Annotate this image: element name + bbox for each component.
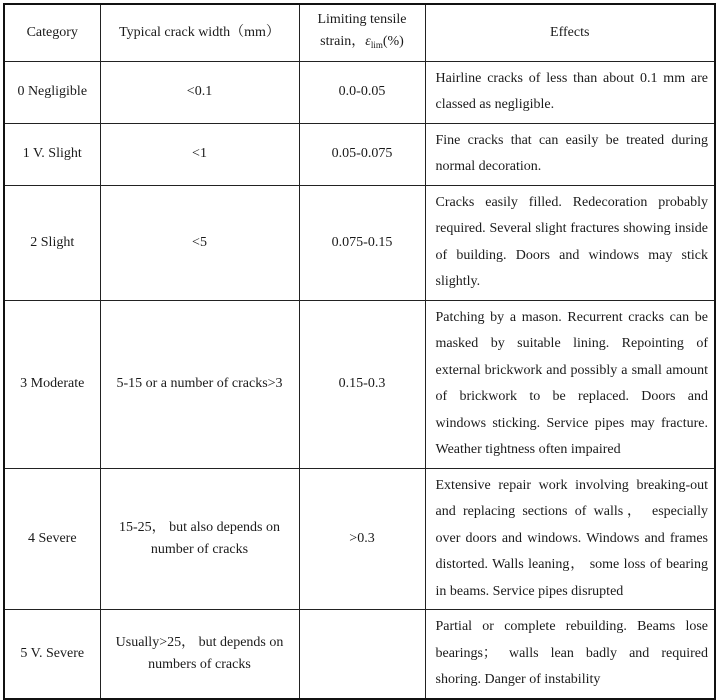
cell-effects: Partial or complete rebuilding. Beams lose bearings； walls lean badly and required shoring. Danger of instability bbox=[425, 610, 715, 699]
table-row bbox=[4, 468, 715, 610]
cell-effects: Hairline cracks of less than about 0.1 mm are classed as negligible. bbox=[425, 61, 715, 123]
table-row bbox=[4, 610, 715, 699]
cell-strain: 0.0-0.05 bbox=[299, 61, 425, 123]
damage-classification-table bbox=[3, 3, 716, 700]
header-category: Category bbox=[4, 4, 100, 61]
header-strain-unit: (%) bbox=[382, 34, 404, 50]
cell-strain: 0.05-0.075 bbox=[299, 123, 425, 185]
cell-crack-width: <1 bbox=[100, 123, 299, 185]
cell-effects: Cracks easily filled. Redecoration probably required. Several slight fractures showing inside of building. Doors and windows may stick slightly. bbox=[425, 185, 715, 300]
cell-strain: 0.075-0.15 bbox=[299, 185, 425, 300]
epsilon-symbol: ε bbox=[365, 34, 371, 50]
header-strain-line1: Limiting tensile bbox=[317, 12, 407, 28]
table-row bbox=[4, 185, 715, 300]
cell-crack-width: 5-15 or a number of cracks>3 bbox=[100, 300, 299, 468]
cell-effects: Extensive repair work involving breaking-out and replacing sections of walls， especially over doors and windows. Windows and frames distorted. Walls leaning， some loss of bearing in beams. Service pipes disrupted bbox=[425, 468, 715, 610]
table-body bbox=[4, 61, 715, 699]
table-row bbox=[4, 123, 715, 185]
cell-strain: 0.15-0.3 bbox=[299, 300, 425, 468]
cell-strain bbox=[299, 610, 425, 699]
cell-category: 3 Moderate bbox=[4, 300, 100, 468]
header-limiting-strain bbox=[299, 4, 425, 61]
table-header-row bbox=[4, 4, 715, 61]
cell-crack-width: Usually>25， but depends on numbers of cracks bbox=[100, 610, 299, 699]
cell-crack-width: 15-25， but also depends on number of cracks bbox=[100, 468, 299, 610]
cell-category: 1 V. Slight bbox=[4, 123, 100, 185]
header-strain-prefix: strain， bbox=[320, 34, 366, 50]
cell-strain: >0.3 bbox=[299, 468, 425, 610]
cell-category: 0 Negligible bbox=[4, 61, 100, 123]
cell-effects: Patching by a mason. Recurrent cracks can be masked by suitable lining. Repointing of external brickwork and possibly a small amount of brickwork to be replaced. Doors and windows sticking. Service pipes may fracture. Weather tightness often impaired bbox=[425, 300, 715, 468]
header-strain-line2 bbox=[320, 34, 404, 49]
damage-classification-table-wrapper bbox=[3, 3, 714, 700]
cell-effects: Fine cracks that can easily be treated during normal decoration. bbox=[425, 123, 715, 185]
table-row bbox=[4, 300, 715, 468]
cell-crack-width: <0.1 bbox=[100, 61, 299, 123]
table-row bbox=[4, 61, 715, 123]
header-crack-width: Typical crack width（mm） bbox=[100, 4, 299, 61]
cell-category: 5 V. Severe bbox=[4, 610, 100, 699]
epsilon-subscript: lim bbox=[370, 40, 383, 51]
cell-category: 4 Severe bbox=[4, 468, 100, 610]
cell-category: 2 Slight bbox=[4, 185, 100, 300]
header-effects: Effects bbox=[425, 4, 715, 61]
cell-crack-width: <5 bbox=[100, 185, 299, 300]
